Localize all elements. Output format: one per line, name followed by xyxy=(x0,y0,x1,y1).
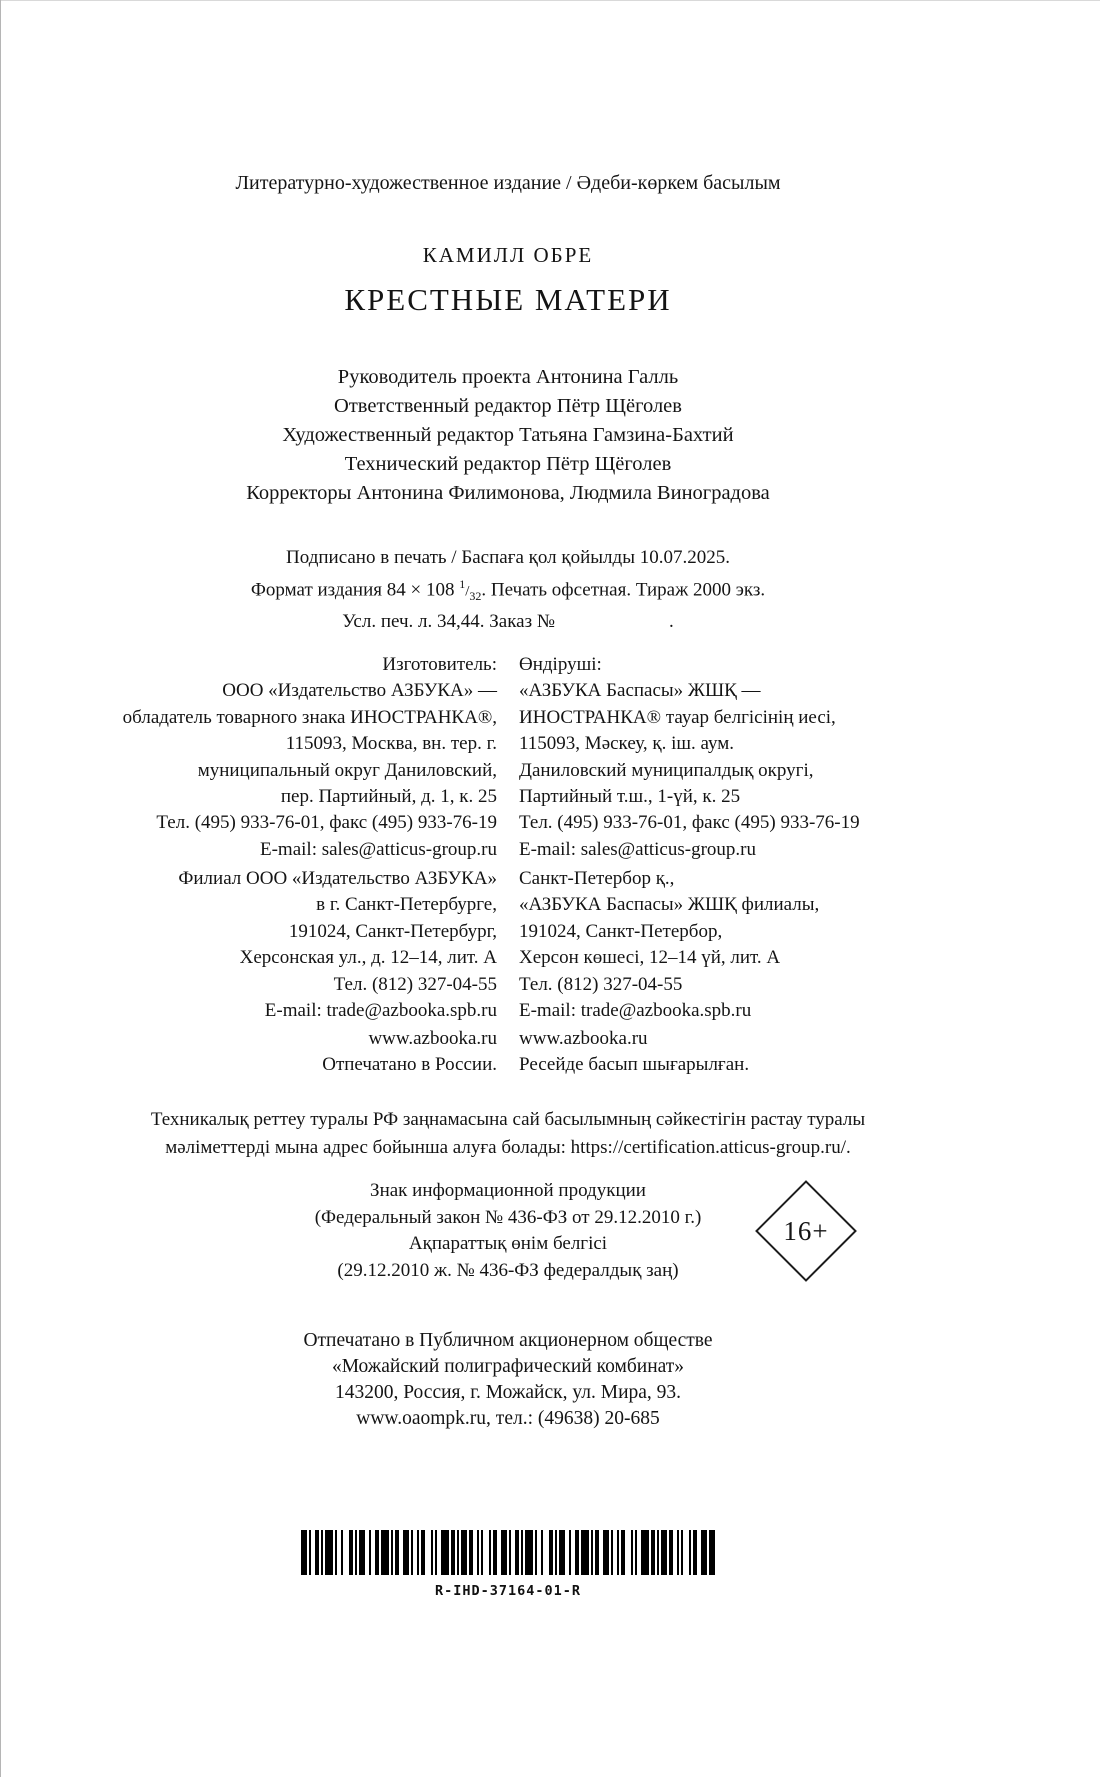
address-line: Херсонская ул., д. 12–14, лит. А xyxy=(239,947,497,969)
format-fraction-denominator: 32 xyxy=(469,589,482,604)
page-edge-top xyxy=(0,0,1100,1)
address-line: Херсон көшесі, 12–14 үй, лит. А xyxy=(519,947,781,969)
phone-line: Тел. (495) 933-76-01, факс (495) 933-76-19 xyxy=(156,812,497,834)
printing-house-line: 143200, Россия, г. Можайск, ул. Мира, 93. xyxy=(334,1382,682,1403)
order-line: Усл. печ. л. 34,44. Заказ № . xyxy=(342,611,674,633)
credit-line: Технический редактор Пётр Щёголев xyxy=(344,453,672,475)
address-line: ООО «Издательство АЗБУКА» — xyxy=(222,680,497,702)
format-line xyxy=(0,571,1016,609)
manufacturer-ru-column xyxy=(60,652,497,863)
info-sign-line: (Федеральный закон № 436-ФЗ от 29.12.2010 г.) xyxy=(314,1206,702,1228)
address-line: «АЗБУКА Баспасы» ЖШҚ филиалы, xyxy=(519,894,820,916)
phone-line: Тел. (812) 327-04-55 xyxy=(333,973,497,995)
format-prefix: Формат издания 84 × 108 xyxy=(250,579,460,601)
address-line: 191024, Санкт-Петербург, xyxy=(288,920,497,942)
certification-line: Техникалық реттеу туралы РФ заңнамасына сай басылымның сәйкестігін растау туралы xyxy=(150,1109,866,1130)
printing-house-line: «Можайский полиграфический комбинат» xyxy=(331,1356,685,1377)
format-fraction-slash: / xyxy=(465,583,470,600)
book-title: КРЕСТНЫЕ МАТЕРИ xyxy=(344,282,672,317)
printing-house-line: www.oaompk.ru, тел.: (49638) 20-685 xyxy=(356,1408,660,1429)
credit-line: Художественный редактор Татьяна Гамзина-Бахтий xyxy=(282,424,734,446)
footer-kz-column xyxy=(519,1026,989,1079)
address-line: 191024, Санкт-Петербор, xyxy=(519,920,723,942)
phone-line: Тел. (495) 933-76-01, факс (495) 933-76-19 xyxy=(519,812,860,834)
email-line: E-mail: trade@azbooka.spb.ru xyxy=(519,1000,752,1022)
email-line: E-mail: trade@azbooka.spb.ru xyxy=(264,1000,497,1022)
format-fraction-numerator: 1 xyxy=(459,577,466,591)
address-line: в г. Санкт-Петербурге, xyxy=(316,894,497,916)
credit-line: Ответственный редактор Пётр Щёголев xyxy=(334,395,682,417)
manufacturer-kz-label: Өндіруші: xyxy=(519,654,602,675)
manufacturer-ru-label: Изготовитель: xyxy=(382,654,497,675)
address-line: Партийный т.ш., 1-үй, к. 25 xyxy=(519,786,741,808)
printed-in-ru: Отпечатано в России. xyxy=(322,1054,497,1076)
certification-note xyxy=(0,1106,1016,1162)
edition-line: Литературно-художественное издание / Әдеби-көркем басылым xyxy=(235,172,781,194)
email-line: E-mail: sales@atticus-group.ru xyxy=(519,838,756,860)
address-line: «АЗБУКА Баспасы» ЖШҚ — xyxy=(519,680,761,702)
address-line: Филиал ООО «Издательство АЗБУКА» xyxy=(178,868,497,889)
address-line: 115093, Мәскеу, қ. іш. аум. xyxy=(519,733,735,755)
printing-house-line: Отпечатано в Публичном акционерном обществе xyxy=(303,1330,713,1351)
format-suffix: . Печать офсетная. Тираж 2000 экз. xyxy=(481,579,766,601)
age-rating-label: 16+ xyxy=(783,1215,829,1246)
branch-ru-column xyxy=(60,866,497,1024)
printing-house-block xyxy=(0,1328,1016,1432)
address-line: 115093, Москва, вн. тер. г. xyxy=(285,733,497,755)
info-sign-block xyxy=(0,1178,1016,1284)
info-sign-line: (29.12.2010 ж. № 436-ФЗ федералдық заң) xyxy=(337,1259,679,1281)
barcode-label: R-IHD-37164-01-R xyxy=(434,1583,582,1599)
footer-ru-column xyxy=(60,1026,497,1079)
address-line: обладатель товарного знака ИНОСТРАНКА®, xyxy=(122,706,497,728)
address-line: муниципальный округ Даниловский, xyxy=(197,759,497,781)
address-line: пер. Партийный, д. 1, к. 25 xyxy=(280,786,497,808)
credit-line: Корректоры Антонина Филимонова, Людмила Виноградова xyxy=(246,482,770,504)
print-details-block xyxy=(0,545,1016,635)
barcode-bars xyxy=(301,1530,715,1575)
credit-line: Руководитель проекта Антонина Галль xyxy=(337,366,679,388)
credits-block xyxy=(0,363,1016,508)
info-sign-line: Знак информационной продукции xyxy=(370,1180,646,1201)
website-line-kz: www.azbooka.ru xyxy=(519,1028,648,1049)
info-sign-line: Ақпараттық өнім белгісі xyxy=(408,1233,608,1254)
website-line-ru: www.azbooka.ru xyxy=(368,1028,497,1049)
manufacturer-kz-column xyxy=(519,652,989,863)
email-line: E-mail: sales@atticus-group.ru xyxy=(260,838,497,860)
branch-kz-column xyxy=(519,866,989,1024)
printed-in-kz: Ресейде басып шығарылған. xyxy=(519,1054,750,1076)
signed-to-print-line: Подписано в печать / Баспаға қол қойылды 10.07.2025. xyxy=(286,547,730,568)
address-line: Санкт-Петербор қ., xyxy=(519,868,675,889)
certification-line: мәліметтерді мына адрес бойынша алуға болады: https://certification.atticus-group.ru/. xyxy=(165,1137,851,1158)
barcode xyxy=(0,1530,1016,1599)
phone-line: Тел. (812) 327-04-55 xyxy=(519,973,683,995)
address-line: ИНОСТРАНКА® тауар белгісінің иесі, xyxy=(519,706,836,728)
address-line: Даниловский муниципалдық округі, xyxy=(519,759,814,781)
author-name: КАМИЛЛ ОБРЕ xyxy=(422,243,594,267)
